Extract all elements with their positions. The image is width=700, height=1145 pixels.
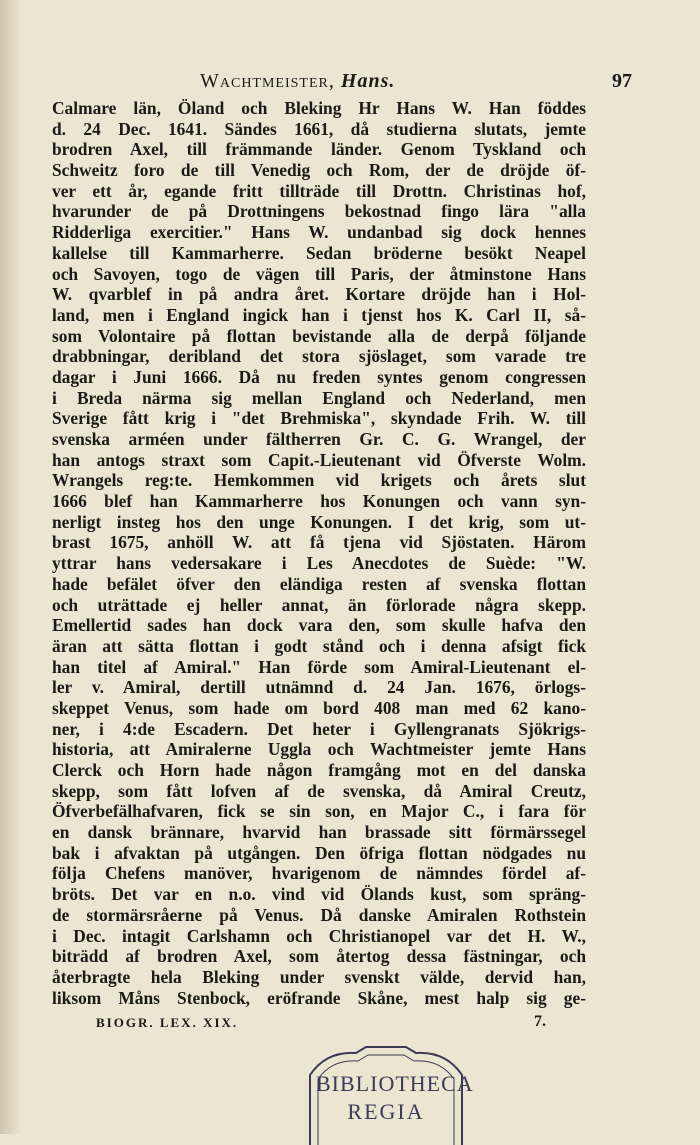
- signature-label: BIOGR. LEX. XIX.: [96, 1015, 239, 1030]
- text-line: återbragte hela Bleking under svenskt välde, dervid han,: [52, 966, 586, 987]
- text-line: han antogs straxt som Capit.-Lieutenant vid Öfverste Wolm.: [52, 449, 586, 470]
- page-binding-shadow: [0, 0, 22, 1134]
- text-line: hvarunder de på Drottningens bekostnad fingo lära "alla: [52, 201, 586, 222]
- text-line: land, men i England ingick han i tjenst hos K. Carl II, så-: [52, 304, 586, 325]
- running-head-surname: Wachtmeister,: [200, 70, 335, 92]
- page-header: [52, 68, 632, 98]
- text-line: skepp, som fått lofven af de svenska, då Amiral Creutz,: [52, 780, 586, 801]
- text-line: i Breda närma sig mellan England och Nederland, men: [52, 387, 586, 408]
- text-line: i Dec. intagit Carlshamn och Christianopel var det H. W.,: [52, 925, 586, 946]
- text-line: de stormärsråerne på Venus. Då danske Amiralen Rothstein: [52, 904, 586, 925]
- text-line: nerligt insteg hos den unge Konungen. I det krig, som ut-: [52, 511, 586, 532]
- signature-number: 7.: [534, 1013, 546, 1030]
- stamp-text-line2: REGIA: [347, 1099, 425, 1124]
- text-line: som Volontaire på flottan bevistande alla de derpå följande: [52, 325, 586, 346]
- running-head-given: Hans.: [340, 70, 396, 92]
- text-line: yttrar hans vedersakare i Les Anecdotes de Suède: "W.: [52, 553, 586, 574]
- text-line: Ridderliga exercitier." Hans W. undanbad sig dock hennes: [52, 222, 586, 243]
- text-line: ver ett år, egande fritt tillträde till Drottn. Christinas hof,: [52, 180, 586, 201]
- text-line: följa Chefens manöver, hvarigenom de nämndes fördel af-: [52, 863, 586, 884]
- signature-footer: [96, 1013, 546, 1037]
- text-line: bröts. Det var en n.o. vind vid Ölands kust, som spräng-: [52, 884, 586, 905]
- text-line: hade befälet öfver den eländiga resten af svenska flottan: [52, 573, 586, 594]
- text-line: och Savoyen, togo de vägen till Paris, der åtminstone Hans: [52, 263, 586, 284]
- text-line: och uträttade ej heller annat, än förlorade några skepp.: [52, 594, 586, 615]
- text-line: ner, i 4:de Escadern. Det heter i Gyllengranats Sjökrigs-: [52, 718, 586, 739]
- text-line: en dansk brännare, hvarvid han brassade sitt förmärssegel: [52, 822, 586, 843]
- text-line: bak i afvaktan på utgången. Den öfriga flottan nödgades nu: [52, 842, 586, 863]
- running-head: [200, 70, 395, 93]
- text-line: d. 24 Dec. 1641. Sändes 1661, då studierna slutats, jemte: [52, 118, 586, 139]
- text-line: ler v. Amiral, dertill utnämnd d. 24 Jan. 1676, örlogs-: [52, 677, 586, 698]
- text-line: brast 1675, anhöll W. att få tjena vid Sjöstaten. Härom: [52, 532, 586, 553]
- text-line: dagar i Juni 1666. Då nu freden syntes genom congressen: [52, 366, 586, 387]
- text-line: han titel af Amiral." Han förde som Amiral-Lieutenant el-: [52, 656, 586, 677]
- text-line: brodren Axel, till främmande länder. Genom Tyskland och: [52, 139, 586, 160]
- text-line: Schweitz foro de till Venedig och Rom, der de dröjde öf-: [52, 160, 586, 181]
- text-line: biträdd af brodren Axel, som återtog dessa fästningar, och: [52, 946, 586, 967]
- text-line: skeppet Venus, som hade om bord 408 man med 62 kano-: [52, 697, 586, 718]
- text-line: Öfverbefälhafvaren, fick se sin son, en Major C., i fara för: [52, 801, 586, 822]
- text-line: historia, att Amiralerne Uggla och Wachtmeister jemte Hans: [52, 739, 586, 760]
- text-line: liksom Måns Stenbock, eröfrande Skåne, mest halp sig ge-: [52, 987, 586, 1008]
- text-line: W. qvarblef in på andra året. Kortare dröjde han i Hol-: [52, 284, 586, 305]
- library-stamp: [306, 1045, 474, 1145]
- text-line: Sverige fått krig i "det Brehmiska", skyndade Frih. W. till: [52, 408, 586, 429]
- page-number: 97: [612, 70, 632, 92]
- text-line: 1666 blef han Kammarherre hos Konungen och vann syn-: [52, 491, 586, 512]
- text-line: Clerck och Horn hade någon framgång mot en del danska: [52, 760, 586, 780]
- text-line: Wrangels reg:te. Hemkommen vid krigets och årets slut: [52, 470, 586, 491]
- text-line: kallelse till Kammarherre. Sedan bröderne besökt Neapel: [52, 242, 586, 263]
- text-line: Emellertid sades han dock vara den, som skulle hafva den: [52, 615, 586, 636]
- text-line: svenska arméen under fältherren Gr. C. G. Wrangel, der: [52, 429, 586, 449]
- text-line: drabbningar, deribland det stora sjöslaget, som varade tre: [52, 346, 586, 367]
- text-line: äran att sätta flottan i godt stånd och i denna afsigt fick: [52, 635, 586, 656]
- stamp-text-line1: BIBLIOTHECA: [316, 1071, 474, 1096]
- body-text: [52, 98, 586, 1008]
- text-line: Calmare län, Öland och Bleking Hr Hans W. Han föddes: [52, 98, 586, 118]
